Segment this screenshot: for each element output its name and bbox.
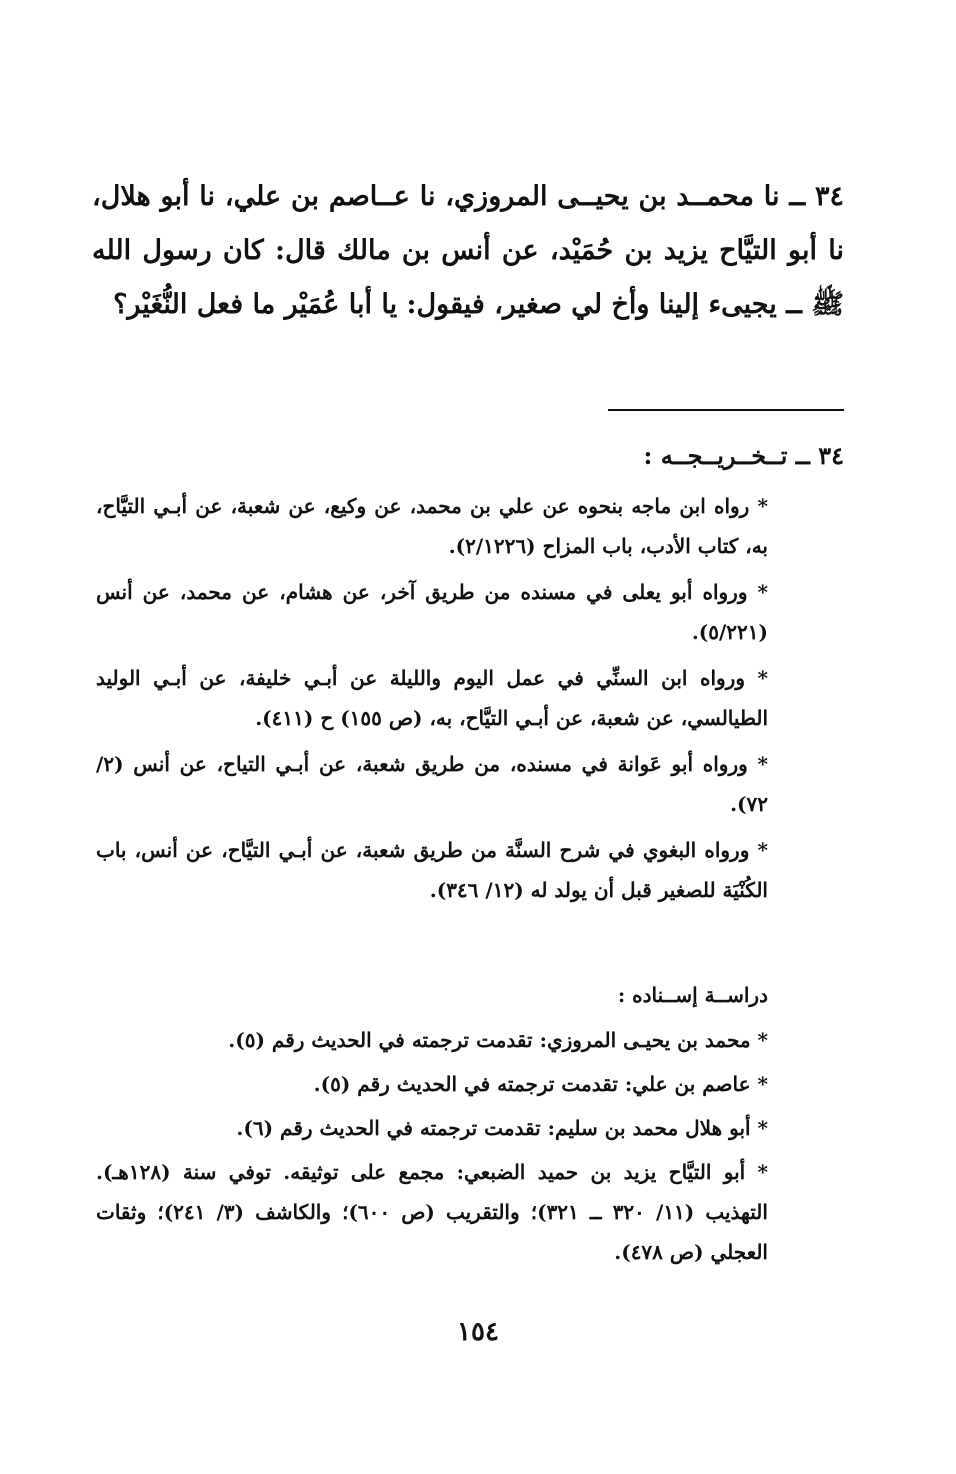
- takhrij-heading: ٣٤ ــ تــخــريــجــه :: [643, 441, 844, 470]
- takhrij-item: * ورواه البغوي في شرح السنَّة من طريق شعبة، عن أبـي التيَّاح، عن أنس، باب الكُنْيَة للصغير قبل أن يولد له (١٢/ ٣٤٦).: [96, 838, 768, 902]
- hadith-text: ٣٤ ــ نا محمــد بن يحيــى المروزي، نا عــاصم بن علي، نا أبو هلال، نا أبو التيَّاح يزيد بن حُمَيْد، عن أنس بن مالك قال: كان رسول الله ﷺ ــ يجيىء إلينا وأخ لي صغير، فيقول: يا أبا عُمَيْر ما فعل النُّغَيْر؟: [92, 181, 844, 320]
- takhrij-item: * رواه ابن ماجه بنحوه عن علي بن محمد، عن وكيع، عن شعبة، عن أبـي التيَّاح، به، كتاب الأدب، باب المزاح (٢/١٢٢٦).: [96, 494, 768, 558]
- dirasa-list: [96, 1020, 768, 1276]
- page-number: ١٥٤: [457, 1317, 499, 1347]
- takhrij-item: * ورواه أبو يعلى في مسنده من طريق آخر، عن هشام، عن محمد، عن أنس (٥/٢٢١).: [96, 580, 768, 644]
- dirasa-item: * أبو هلال محمد بن سليم: تقدمت ترجمته في الحديث رقم (٦).: [236, 1116, 768, 1140]
- dirasa-item: * محمد بن يحيـى المروزي: تقدمت ترجمته في الحديث رقم (٥).: [228, 1028, 768, 1052]
- takhrij-list: [96, 486, 768, 916]
- takhrij-item: * ورواه أبو عَوانة في مسنده، من طريق شعبة، عن أبـي التياح، عن أنس (٢/ ٧٢).: [96, 752, 768, 816]
- dirasa-heading: دراســة إســناده :: [617, 983, 768, 1007]
- takhrij-item: * ورواه ابن السنِّي في عمل اليوم والليلة عن أبـي خليفة، عن أبـي الوليد الطيالسي، عن شعبة، عن أبـي التيَّاح، به، (ص ١٥٥) ح (٤١١).: [96, 666, 768, 730]
- dirasa-item: * عاصم بن علي: تقدمت ترجمته في الحديث رقم (٥).: [313, 1072, 768, 1096]
- footnote-separator: [608, 409, 844, 411]
- dirasa-item: * أبو التيَّاح يزيد بن حميد الضبعي: مجمع على توثيقه. توفي سنة (١٢٨هـ). التهذيب (١١/ ٣٢٠ ــ ٣٢١)؛ والتقريب (ص ٦٠٠)؛ والكاشف (٣/ ٢٤١)؛ وثقات العجلي (ص ٤٧٨).: [96, 1160, 768, 1264]
